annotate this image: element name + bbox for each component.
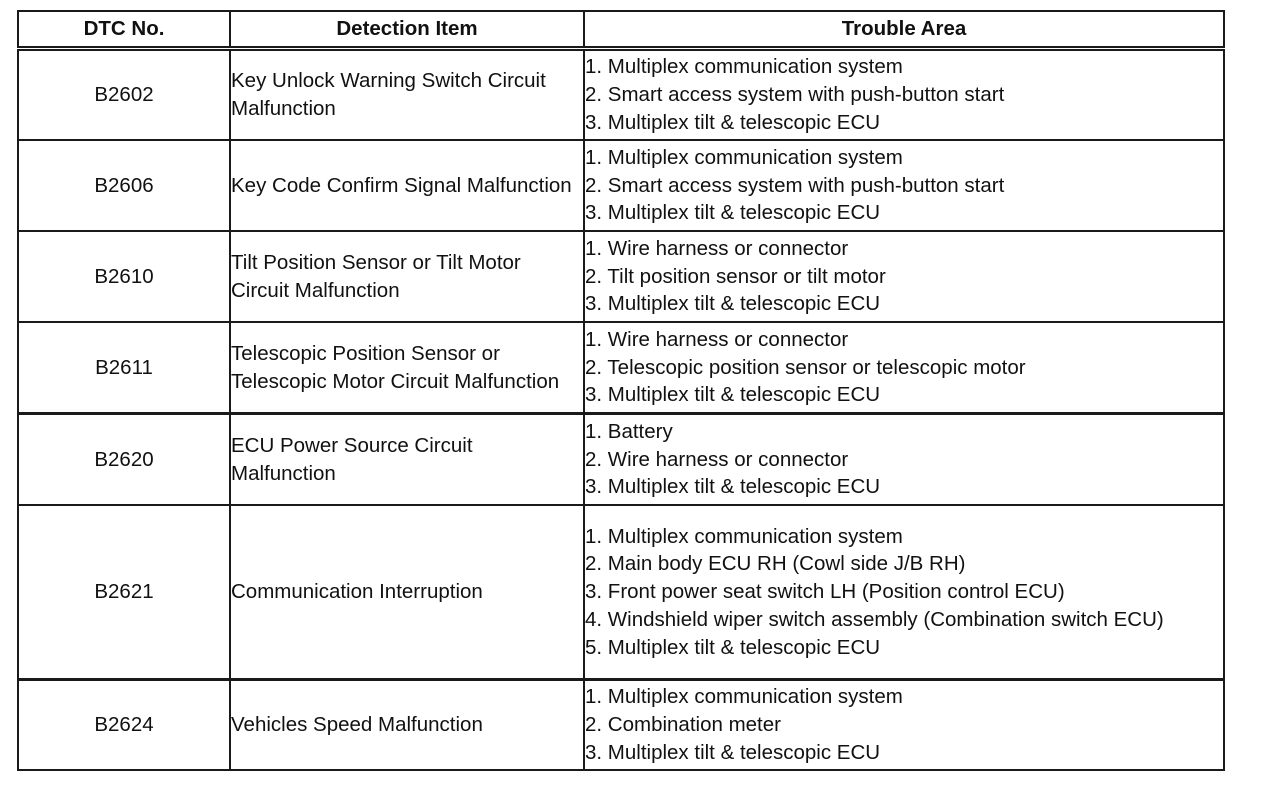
trouble-area-cell bbox=[584, 414, 1224, 506]
trouble-area-entry: 3. Multiplex tilt & telescopic ECU bbox=[585, 383, 881, 407]
detection-item-cell: Vehicles Speed Malfunction bbox=[230, 680, 584, 771]
dtc-code-cell: B2621 bbox=[18, 505, 230, 680]
trouble-area-entry: 1. Multiplex communication system bbox=[585, 524, 903, 548]
detection-item-cell: Communication Interruption bbox=[230, 505, 584, 680]
trouble-area-cell bbox=[584, 140, 1224, 231]
trouble-area-entry: 2. Main body ECU RH (Cowl side J/B RH) bbox=[585, 552, 966, 576]
detection-item-cell: Tilt Position Sensor or Tilt Motor Circuit Malfunction bbox=[230, 231, 584, 322]
trouble-area-entry: 3. Front power seat switch LH (Position control ECU) bbox=[585, 580, 1065, 604]
table-row bbox=[18, 49, 1224, 141]
trouble-area-entry: 2. Combination meter bbox=[585, 713, 781, 737]
dtc-code-cell: B2611 bbox=[18, 322, 230, 414]
detection-item-cell: ECU Power Source Circuit Malfunction bbox=[230, 414, 584, 506]
header-row bbox=[18, 11, 1224, 49]
dtc-code-cell: B2602 bbox=[18, 49, 230, 141]
detection-item-cell: Telescopic Position Sensor or Telescopic Motor Circuit Malfunction bbox=[230, 322, 584, 414]
table-row bbox=[18, 505, 1224, 680]
detection-item-cell: Key Code Confirm Signal Malfunction bbox=[230, 140, 584, 231]
trouble-area-cell bbox=[584, 505, 1224, 680]
trouble-area-entry: 2. Smart access system with push-button start bbox=[585, 83, 1005, 107]
trouble-area-entry: 5. Multiplex tilt & telescopic ECU bbox=[585, 635, 881, 659]
trouble-area-entry: 2. Wire harness or connector bbox=[585, 447, 849, 471]
table-row bbox=[18, 322, 1224, 414]
table-row bbox=[18, 414, 1224, 506]
trouble-area-cell bbox=[584, 49, 1224, 141]
trouble-area-entry: 1. Multiplex communication system bbox=[585, 55, 903, 79]
detection-item-cell: Key Unlock Warning Switch Circuit Malfunction bbox=[230, 49, 584, 141]
trouble-area-entry: 1. Multiplex communication system bbox=[585, 145, 903, 169]
dtc-table-container bbox=[17, 10, 1223, 771]
trouble-area-entry: 3. Multiplex tilt & telescopic ECU bbox=[585, 292, 881, 316]
trouble-area-cell bbox=[584, 231, 1224, 322]
table-row bbox=[18, 231, 1224, 322]
dtc-code-cell: B2624 bbox=[18, 680, 230, 771]
table-header bbox=[18, 11, 1224, 49]
trouble-area-entry: 1. Wire harness or connector bbox=[585, 327, 849, 351]
column-header-trouble-area: Trouble Area bbox=[584, 11, 1224, 49]
column-header-dtc-no: DTC No. bbox=[18, 11, 230, 49]
trouble-area-entry: 2. Smart access system with push-button start bbox=[585, 173, 1005, 197]
table-row bbox=[18, 140, 1224, 231]
trouble-area-entry: 3. Multiplex tilt & telescopic ECU bbox=[585, 740, 881, 764]
trouble-area-entry: 4. Windshield wiper switch assembly (Combination switch ECU) bbox=[585, 607, 1164, 631]
dtc-code-cell: B2620 bbox=[18, 414, 230, 506]
trouble-area-entry: 1. Wire harness or connector bbox=[585, 236, 849, 260]
column-header-detection-item: Detection Item bbox=[230, 11, 584, 49]
table-body bbox=[18, 49, 1224, 771]
trouble-area-cell bbox=[584, 322, 1224, 414]
table-row bbox=[18, 680, 1224, 771]
trouble-area-entry: 2. Telescopic position sensor or telescopic motor bbox=[585, 355, 1026, 379]
dtc-code-cell: B2606 bbox=[18, 140, 230, 231]
trouble-area-entry: 1. Multiplex communication system bbox=[585, 685, 903, 709]
trouble-area-entry: 2. Tilt position sensor or tilt motor bbox=[585, 264, 886, 288]
dtc-table bbox=[17, 10, 1225, 771]
trouble-area-entry: 3. Multiplex tilt & telescopic ECU bbox=[585, 201, 881, 225]
dtc-code-cell: B2610 bbox=[18, 231, 230, 322]
trouble-area-entry: 1. Battery bbox=[585, 419, 673, 443]
trouble-area-cell bbox=[584, 680, 1224, 771]
trouble-area-entry: 3. Multiplex tilt & telescopic ECU bbox=[585, 475, 881, 499]
trouble-area-entry: 3. Multiplex tilt & telescopic ECU bbox=[585, 110, 881, 134]
